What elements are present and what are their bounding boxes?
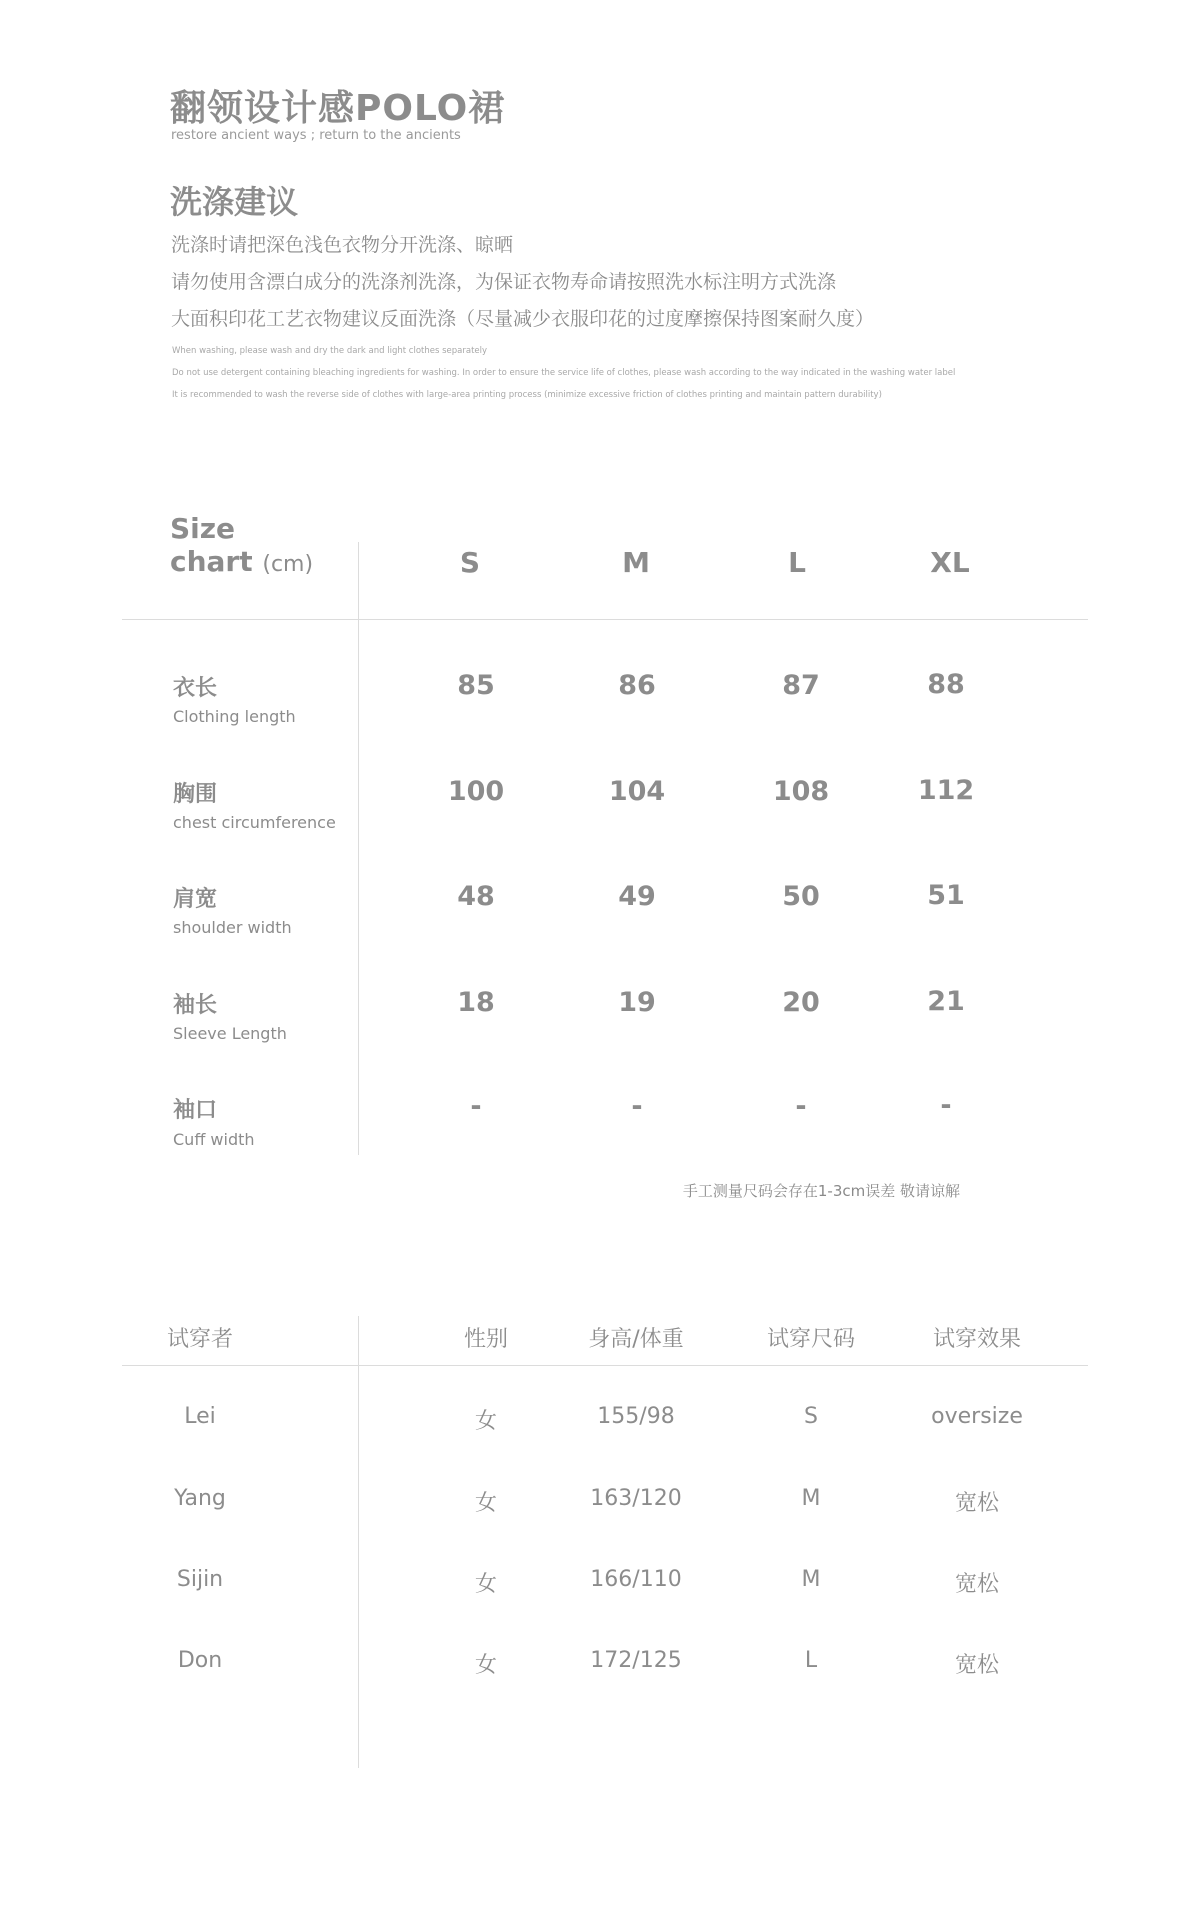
washing-line-en-3: It is recommended to wash the reverse side of clothes with large-area printing process (minimize excessive friction of clothes printing and maintain pattern durability)	[172, 390, 882, 400]
row-label-en: Sleeve Length	[173, 1024, 287, 1043]
size-cell: 50	[782, 881, 820, 912]
size-chart-title-line1: Size	[170, 512, 236, 545]
washing-title: 洗涤建议	[170, 183, 299, 221]
fit-header-size: 试穿尺码	[766, 1327, 855, 1352]
fit-cell-gender: 女	[474, 1491, 497, 1516]
size-chart-title-line2: chart	[170, 545, 253, 578]
size-cell: 100	[447, 776, 505, 807]
size-cell: 104	[608, 776, 666, 807]
fit-cell-size: M	[801, 1567, 821, 1592]
row-label-zh: 胸围	[173, 782, 218, 807]
size-cell: 49	[618, 881, 656, 912]
fit-cell-tester: Sijin	[176, 1567, 224, 1592]
washing-line-zh-3: 大面积印花工艺衣物建议反面洗涤（尽量减少衣服印花的过度摩擦保持图案耐久度）	[171, 308, 875, 330]
size-col-xl: XL	[930, 546, 970, 579]
row-label-zh: 衣长	[173, 676, 218, 701]
size-col-m: M	[622, 546, 650, 579]
fit-cell-gender: 女	[474, 1653, 497, 1678]
row-label-en: Clothing length	[173, 707, 296, 726]
row-label-zh: 肩宽	[173, 887, 218, 912]
fit-cell-effect: oversize	[931, 1404, 1023, 1429]
product-subtitle: restore ancient ways ; return to the ancients	[171, 128, 461, 143]
fit-cell-height-weight: 172/125	[590, 1648, 682, 1673]
product-title: 翻领设计感POLO裙	[170, 88, 506, 129]
fit-cell-effect: 宽松	[954, 1491, 999, 1516]
washing-line-en-1: When washing, please wash and dry the dark and light clothes separately	[172, 346, 488, 356]
fit-cell-height-weight: 163/120	[590, 1486, 682, 1511]
size-cell: 51	[927, 880, 965, 911]
size-cell: 87	[782, 670, 820, 701]
fit-header-gender: 性别	[463, 1327, 508, 1352]
size-cell: -	[940, 1090, 952, 1121]
size-cell: 21	[927, 986, 965, 1017]
washing-line-zh-1: 洗涤时请把深色浅色衣物分开洗涤、晾晒	[171, 234, 514, 256]
fit-cell-gender: 女	[474, 1572, 497, 1597]
washing-line-zh-2: 请勿使用含漂白成分的洗涤剂洗涤，为保证衣物寿命请按照洗水标注明方式洗涤	[171, 271, 837, 293]
fit-cell-size: M	[801, 1486, 821, 1511]
fit-cell-effect: 宽松	[954, 1653, 999, 1678]
size-cell: 85	[457, 670, 495, 701]
measurement-note: 手工测量尺码会存在1-3cm误差 敬请谅解	[682, 1182, 960, 1200]
row-label-zh: 袖长	[173, 993, 218, 1018]
size-cell: -	[470, 1091, 482, 1122]
fit-cell-height-weight: 155/98	[597, 1404, 675, 1429]
washing-line-en-2: Do not use detergent containing bleaching ingredients for washing. In order to ensure the service life of clothes, please wash according to the way indicated in the washing water label	[172, 368, 956, 378]
size-cell: 48	[457, 881, 495, 912]
size-col-l: L	[788, 546, 806, 579]
size-cell: 19	[618, 987, 656, 1018]
fit-header-height-weight: 身高/体重	[588, 1327, 684, 1352]
size-cell: 20	[782, 987, 820, 1018]
size-chart-column-divider	[358, 542, 359, 1155]
size-col-s: S	[459, 546, 481, 579]
size-cell: 86	[618, 670, 656, 701]
row-label-en: Cuff width	[173, 1130, 255, 1149]
fit-cell-tester: Lei	[184, 1404, 216, 1429]
size-chart-header-divider	[122, 619, 1088, 620]
size-cell: -	[631, 1091, 643, 1122]
fit-cell-tester: Don	[177, 1648, 223, 1673]
fit-header-effect: 试穿效果	[932, 1327, 1021, 1352]
fit-cell-gender: 女	[474, 1409, 497, 1434]
row-label-en: shoulder width	[173, 918, 292, 937]
size-cell: -	[795, 1091, 807, 1122]
fit-cell-tester: Yang	[174, 1486, 226, 1511]
fit-table-header-divider	[122, 1365, 1088, 1366]
row-label-zh: 袖口	[173, 1098, 218, 1123]
size-cell: 88	[927, 669, 965, 700]
size-chart-title	[170, 512, 313, 581]
fit-cell-size: S	[804, 1404, 818, 1429]
fit-cell-height-weight: 166/110	[590, 1567, 682, 1592]
size-chart-unit: (cm)	[262, 552, 314, 577]
size-cell: 108	[772, 776, 830, 807]
fit-cell-effect: 宽松	[954, 1572, 999, 1597]
fit-cell-size: L	[804, 1648, 818, 1673]
size-cell: 18	[457, 987, 495, 1018]
row-label-en: chest circumference	[173, 813, 336, 832]
fit-table-column-divider	[358, 1316, 359, 1768]
fit-header-tester: 试穿者	[166, 1327, 233, 1352]
size-cell: 112	[917, 775, 975, 806]
